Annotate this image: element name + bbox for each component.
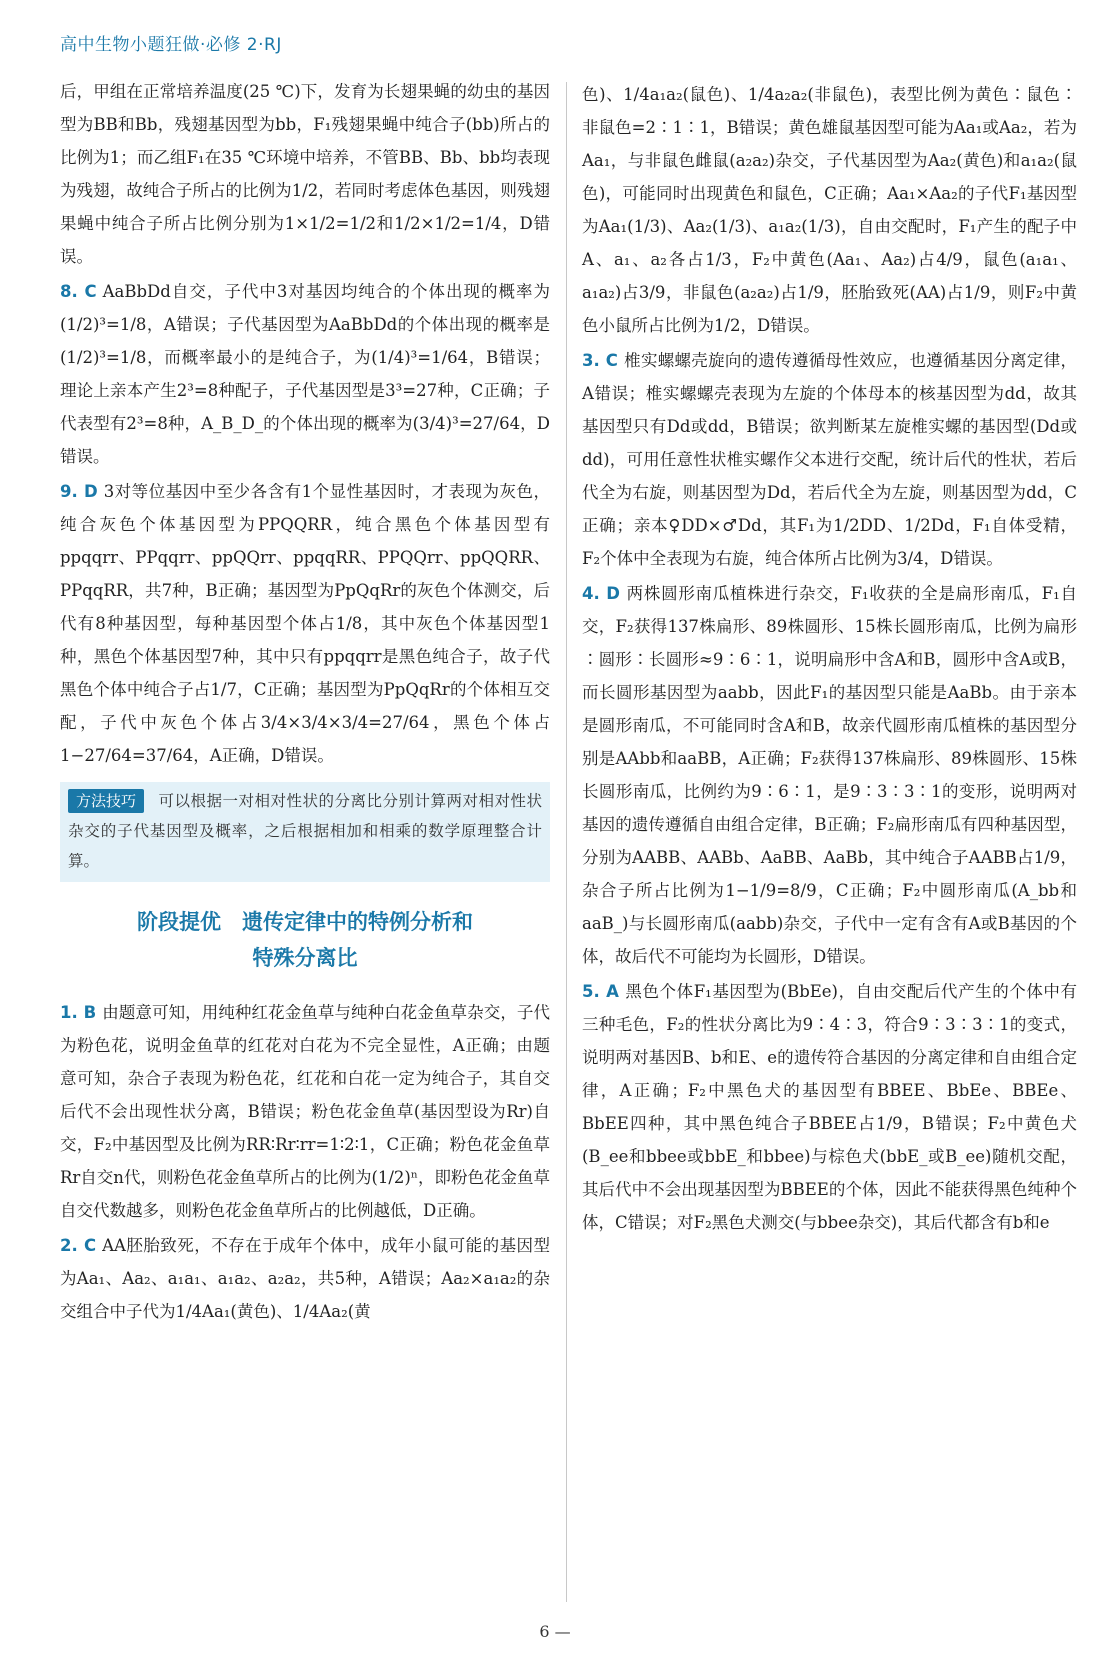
stage-answer-1 [60,996,550,1227]
section-title-line2: 特殊分离比 [252,946,358,970]
stage-answer-3 [582,344,1077,575]
column-divider [566,82,567,1602]
answer-8 [60,275,550,473]
answer-8-number: 8. C [60,282,97,301]
page-number: 6 — [539,1622,571,1641]
method-tip-box [60,782,550,882]
answer-9 [60,475,550,772]
right-column [582,78,1077,1239]
stage-answer-4-text: 两株圆形南瓜植株进行杂交，F₁收获的全是扁形南瓜，F₁自交，F₂获得137株扁形、89株圆形、15株长圆形南瓜，比例为扁形∶圆形∶长圆形≈9∶6∶1，说明扁形中含A和B，圆形中含A或B，而长圆形基因型为aabb，因此F₁的基因型只能是AaBb。由于亲本是圆形南瓜，不可能同时含A和B，故亲代圆形南瓜植株的基因型分别是AAbb和aaBB，A正确；F₂获得137株扁形、89株圆形、15株长圆形南瓜，比例约为9∶6∶1，是9∶3∶3∶1的变形，说明两对基因的遗传遵循自由组合定律，B正确；F₂扁形南瓜有四种基因型，分别为AABB、AABb、AaBB、AaBb，其中纯合子AABB占1/9，杂合子所占比例为1−1/9=8/9，C正确；F₂中圆形南瓜(A_bb和aaB_)与长圆形南瓜(aabb)杂交，子代中一定有含有A或B基因的个体，故后代不可能均为长圆形，D错误。 [582,584,1077,966]
intro-paragraph: 后，甲组在正常培养温度(25 ℃)下，发育为长翅果蝇的幼虫的基因型为BB和Bb，残翅基因型为bb，F₁残翅果蝇中纯合子(bb)所占的比例为1；而乙组F₁在35 ℃环境中培养，不管BB、Bb、bb均表现为残翅，故纯合子所占的比例为1/2，若同时考虑体色基因，则残翅果蝇中纯合子所占比例分别为1×1/2=1/2和1/2×1/2=1/4，D错误。 [60,82,550,266]
stage-answer-2 [60,1229,550,1328]
stage-answer-5-number: 5. A [582,982,619,1001]
left-column [60,75,550,1328]
stage-answer-1-number: 1. B [60,1003,97,1022]
stage-answer-5 [582,975,1077,1239]
answer-8-text: AaBbDd自交，子代中3对基因均纯合的个体出现的概率为(1/2)³=1/8，A错误；子代基因型为AaBbDd的个体出现的概率是(1/2)³=1/8，而概率最小的是纯合子，为(1/4)³=1/64，B错误；理论上亲本产生2³=8种配子，子代基因型是3³=27种，C正确；子代表型有2³=8种，A_B_D_的个体出现的概率为(3/4)³=27/64，D错误。 [60,282,550,466]
stage-answer-2-text: AA胚胎致死，不存在于成年个体中，成年小鼠可能的基因型为Aa₁、Aa₂、a₁a₁、a₁a₂、a₂a₂，共5种，A错误；Aa₂×a₁a₂的杂交组合中子代为1/4Aa₁(黄色)、1/4Aa₂(黄 [60,1236,550,1321]
stage-answer-5-text: 黑色个体F₁基因型为(BbEe)，自由交配后代产生的个体中有三种毛色，F₂的性状分离比为9∶4∶3，符合9∶3∶3∶1的变式，说明两对基因B、b和E、e的遗传符合基因的分离定律和自由组合定律，A正确；F₂中黑色犬的基因型有BBEE、BbEe、BBEe、BbEE四种，其中黑色纯合子BBEE占1/9，B错误；F₂中黄色犬(B_ee和bbee或bbE_和bbee)与棕色犬(bbE_或B_ee)随机交配，其后代中不会出现基因型为BBEE的个体，因此不能获得黑色纯种个体，C错误；对F₂黑色犬测交(与bbee杂交)，其后代都含有b和e [582,982,1078,1232]
section-title [60,904,550,976]
stage-answer-4-number: 4. D [582,584,620,603]
running-header: 高中生物小题狂做·必修 2·RJ [60,35,282,55]
method-tip-text: 可以根据一对相对性状的分离比分别计算两对相对性状杂交的子代基因型及概率，之后根据相加和相乘的数学原理整合计算。 [68,792,542,870]
stage-answer-4 [582,577,1077,973]
section-title-line1: 阶段提优 遗传定律中的特例分析和 [137,910,473,934]
stage-answer-3-text: 椎实螺螺壳旋向的遗传遵循母性效应，也遵循基因分离定律，A错误；椎实螺螺壳表现为左旋的个体母本的核基因型为dd，故其基因型只有Dd或dd，B错误；欲判断某左旋椎实螺的基因型(Dd或dd)，可用任意性状椎实螺作父本进行交配，统计后代的性状，若后代全为右旋，则基因型为Dd，若后代全为左旋，则基因型为dd，C正确；亲本♀DD×♂Dd，其F₁为1/2DD、1/2Dd，F₁自体受精，F₂个体中全表现为右旋，纯合体所占比例为3/4，D错误。 [582,351,1077,568]
answer-9-text: 3对等位基因中至少各含有1个显性基因时，才表现为灰色，纯合灰色个体基因型为PPQQRR，纯合黑色个体基因型有ppqqrr、PPqqrr、ppQQrr、ppqqRR、PPQQrr、ppQQRR、PPqqRR，共7种，B正确；基因型为PpQqRr的灰色个体测交，后代有8种基因型，每种基因型个体占1/8，其中灰色个体基因型1种，黑色个体基因型7种，其中只有ppqqrr是黑色纯合子，故子代黑色个体中纯合子占1/7，C正确；基因型为PpQqRr的个体相互交配，子代中灰色个体占3/4×3/4×3/4=27/64，黑色个体占1−27/64=37/64，A正确，D错误。 [60,482,550,765]
stage-answer-3-number: 3. C [582,351,618,370]
stage-answer-1-text: 由题意可知，用纯种红花金鱼草与纯种白花金鱼草杂交，子代为粉色花，说明金鱼草的红花对白花为不完全显性，A正确；由题意可知，杂合子表现为粉色花，红花和白花一定为纯合子，其自交后代不会出现性状分离，B错误；粉色花金鱼草(基因型设为Rr)自交，F₂中基因型及比例为RR∶Rr∶rr=1∶2∶1，C正确；粉色花金鱼草Rr自交n代，则粉色花金鱼草所占的比例为(1/2)ⁿ，即粉色花金鱼草自交代数越多，则粉色花金鱼草所占的比例越低，D正确。 [60,1003,551,1220]
method-tip-label: 方法技巧 [68,789,144,813]
answer-9-number: 9. D [60,482,98,501]
stage-answer-2-continued: 色)、1/4a₁a₂(鼠色)、1/4a₂a₂(非鼠色)，表型比例为黄色∶鼠色∶非鼠色=2∶1∶1，B错误；黄色雄鼠基因型可能为Aa₁或Aa₂，若为Aa₁，与非鼠色雌鼠(a₂a₂)杂交，子代基因型为Aa₂(黄色)和a₁a₂(鼠色)，可能同时出现黄色和鼠色，C正确；Aa₁×Aa₂的子代F₁基因型为Aa₁(1/3)、Aa₂(1/3)、a₁a₂(1/3)，自由交配时，F₁产生的配子中A、a₁、a₂各占1/3，F₂中黄色(Aa₁、Aa₂)占4/9，鼠色(a₁a₁、a₁a₂)占3/9，非鼠色(a₂a₂)占1/9，胚胎致死(AA)占1/9，则F₂中黄色小鼠所占比例为1/2，D错误。 [582,85,1077,335]
stage-answer-2-number: 2. C [60,1236,97,1255]
